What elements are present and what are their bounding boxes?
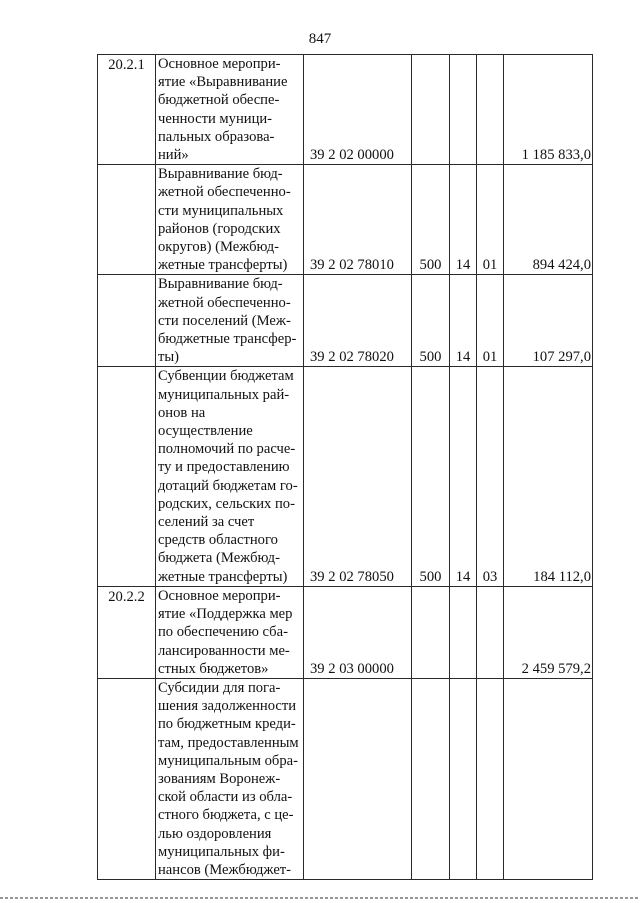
budget-table	[97, 54, 593, 880]
row-rz	[450, 586, 477, 678]
row-pr: 01	[477, 165, 504, 275]
row-rz: 14	[450, 165, 477, 275]
table-row	[98, 678, 593, 879]
row-amount: 2 459 579,2	[504, 586, 593, 678]
row-vr	[412, 55, 450, 165]
table-row	[98, 367, 593, 586]
row-code	[98, 678, 156, 879]
row-description: Основное меропри- ятие «Поддержка мер по обеспечению сба- лансированности ме- стных бюджетов»	[156, 586, 304, 678]
row-pr: 01	[477, 275, 504, 367]
row-amount: 184 112,0	[504, 367, 593, 586]
table-row	[98, 275, 593, 367]
row-vr	[412, 586, 450, 678]
row-rz: 14	[450, 275, 477, 367]
table-row	[98, 165, 593, 275]
row-description: Выравнивание бюд- жетной обеспеченно- сти поселений (Меж- бюджетные трансфер- ты)	[156, 275, 304, 367]
row-code	[98, 275, 156, 367]
row-amount: 107 297,0	[504, 275, 593, 367]
row-description: Выравнивание бюд- жетной обеспеченно- сти муниципальных районов (городских округов) (Межбюд- жетные трансферты)	[156, 165, 304, 275]
row-kcsr: 39 2 02 78010	[304, 165, 412, 275]
row-amount: 1 185 833,0	[504, 55, 593, 165]
page-number: 847	[308, 31, 332, 47]
row-amount	[504, 678, 593, 879]
row-kcsr: 39 2 03 00000	[304, 586, 412, 678]
row-pr	[477, 55, 504, 165]
table-row	[98, 55, 593, 165]
row-kcsr: 39 2 02 78050	[304, 367, 412, 586]
row-amount: 894 424,0	[504, 165, 593, 275]
table-row	[98, 586, 593, 678]
row-description: Субвенции бюджетам муниципальных рай- онов на осуществление полномочий по расче- ту и предоставлению дотаций бюджетам го- родских, сельских по- селений за счет средств областного бюджета (Межбюд- жетные трансферты)	[156, 367, 304, 586]
row-kcsr	[304, 678, 412, 879]
row-pr	[477, 678, 504, 879]
row-vr: 500	[412, 367, 450, 586]
row-kcsr: 39 2 02 78020	[304, 275, 412, 367]
row-vr	[412, 678, 450, 879]
row-vr: 500	[412, 165, 450, 275]
row-rz: 14	[450, 367, 477, 586]
row-pr	[477, 586, 504, 678]
row-rz	[450, 55, 477, 165]
row-vr: 500	[412, 275, 450, 367]
row-rz	[450, 678, 477, 879]
row-code: 20.2.1	[98, 55, 156, 165]
row-code: 20.2.2	[98, 586, 156, 678]
row-description: Субсидии для пога- шения задолженности по бюджетным креди- там, предоставленным муниципальным обра- зованиям Воронеж- ской области из обла- стного бюджета, с це- лью оздоровления муниципальных фи- нансов (Межбюджет-	[156, 678, 304, 879]
row-description: Основное меропри- ятие «Выравнивание бюджетной обеспе- ченности муници- пальных образова- ний»	[156, 55, 304, 165]
scan-edge-line	[0, 897, 640, 899]
row-pr: 03	[477, 367, 504, 586]
row-code	[98, 367, 156, 586]
row-kcsr: 39 2 02 00000	[304, 55, 412, 165]
row-code	[98, 165, 156, 275]
